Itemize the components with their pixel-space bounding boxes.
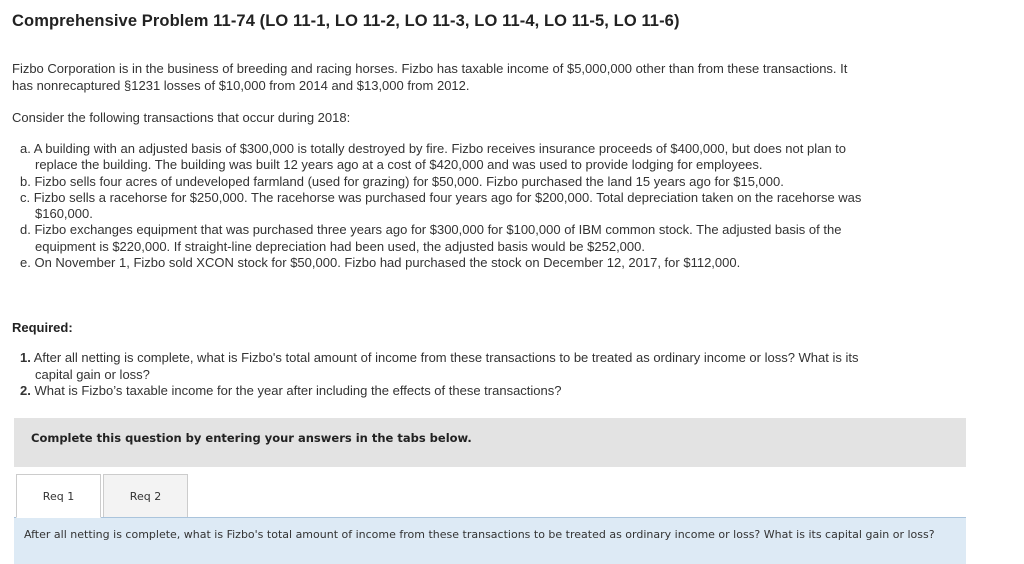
transactions-list xyxy=(20,141,870,271)
requirement-item-1 xyxy=(20,350,860,383)
requirement-text: After all netting is complete, what is Fizbo's total amount of income from these transactions to be treated as ordinary income or loss? What is its capital gain or loss? xyxy=(33,350,859,382)
transaction-item-b: b. Fizbo sells four acres of undeveloped farmland (used for grazing) for $50,000. Fizbo purchased the land 15 years ago for $15,000. xyxy=(20,173,784,189)
transaction-item-e: e. On November 1, Fizbo sold XCON stock for $50,000. Fizbo had purchased the stock on December 12, 2017, for $112,000. xyxy=(20,255,741,271)
requirement-item-2 xyxy=(20,383,860,400)
transaction-item-a: a. A building with an adjusted basis of $300,000 is totally destroyed by fire. Fizbo receives insurance proceeds of $400,000, but does not plan to replace the building. The building was built 12 years ago at a cost of $420,000 and was used to provide lodging for employees. xyxy=(20,141,847,173)
tab-req-1[interactable]: Req 1 xyxy=(16,474,101,518)
tab-req-2[interactable]: Req 2 xyxy=(103,474,188,518)
requirement-number: 1. xyxy=(20,350,31,365)
required-heading: Required: xyxy=(12,320,73,335)
instruction-banner-text: Complete this question by entering your answers in the tabs below. xyxy=(31,431,472,445)
transaction-item-d: d. Fizbo exchanges equipment that was purchased three years ago for $300,000 for $100,000 of IBM common stock. The adjusted basis of the equipment is $220,000. If straight-line depreciation had been used, the adjusted basis would be $252,000. xyxy=(20,222,842,254)
requirement-text: What is Fizbo’s taxable income for the year after including the effects of these transactions? xyxy=(34,383,562,398)
requirements-list xyxy=(20,350,860,400)
tab-question-panel xyxy=(14,517,966,564)
problem-intro: Fizbo Corporation is in the business of breeding and racing horses. Fizbo has taxable income of $5,000,000 other than from these transactions. It has nonrecaptured §1231 losses of $10,000 from 2014 and $13,000 from 2012. xyxy=(12,61,848,93)
instruction-banner xyxy=(14,418,966,467)
tab-question-text: After all netting is complete, what is Fizbo's total amount of income from these transactions to be treated as ordinary income or loss? What is its capital gain or loss? xyxy=(24,528,935,541)
problem-title: Comprehensive Problem 11-74 (LO 11-1, LO 11-2, LO 11-3, LO 11-4, LO 11-5, LO 11-6) xyxy=(12,12,680,30)
transaction-item-c: c. Fizbo sells a racehorse for $250,000. The racehorse was purchased four years ago for $200,000. Total depreciation taken on the racehorse was $160,000. xyxy=(20,189,862,222)
requirement-number: 2. xyxy=(20,383,31,398)
transactions-lead: Consider the following transactions that occur during 2018: xyxy=(12,110,351,125)
